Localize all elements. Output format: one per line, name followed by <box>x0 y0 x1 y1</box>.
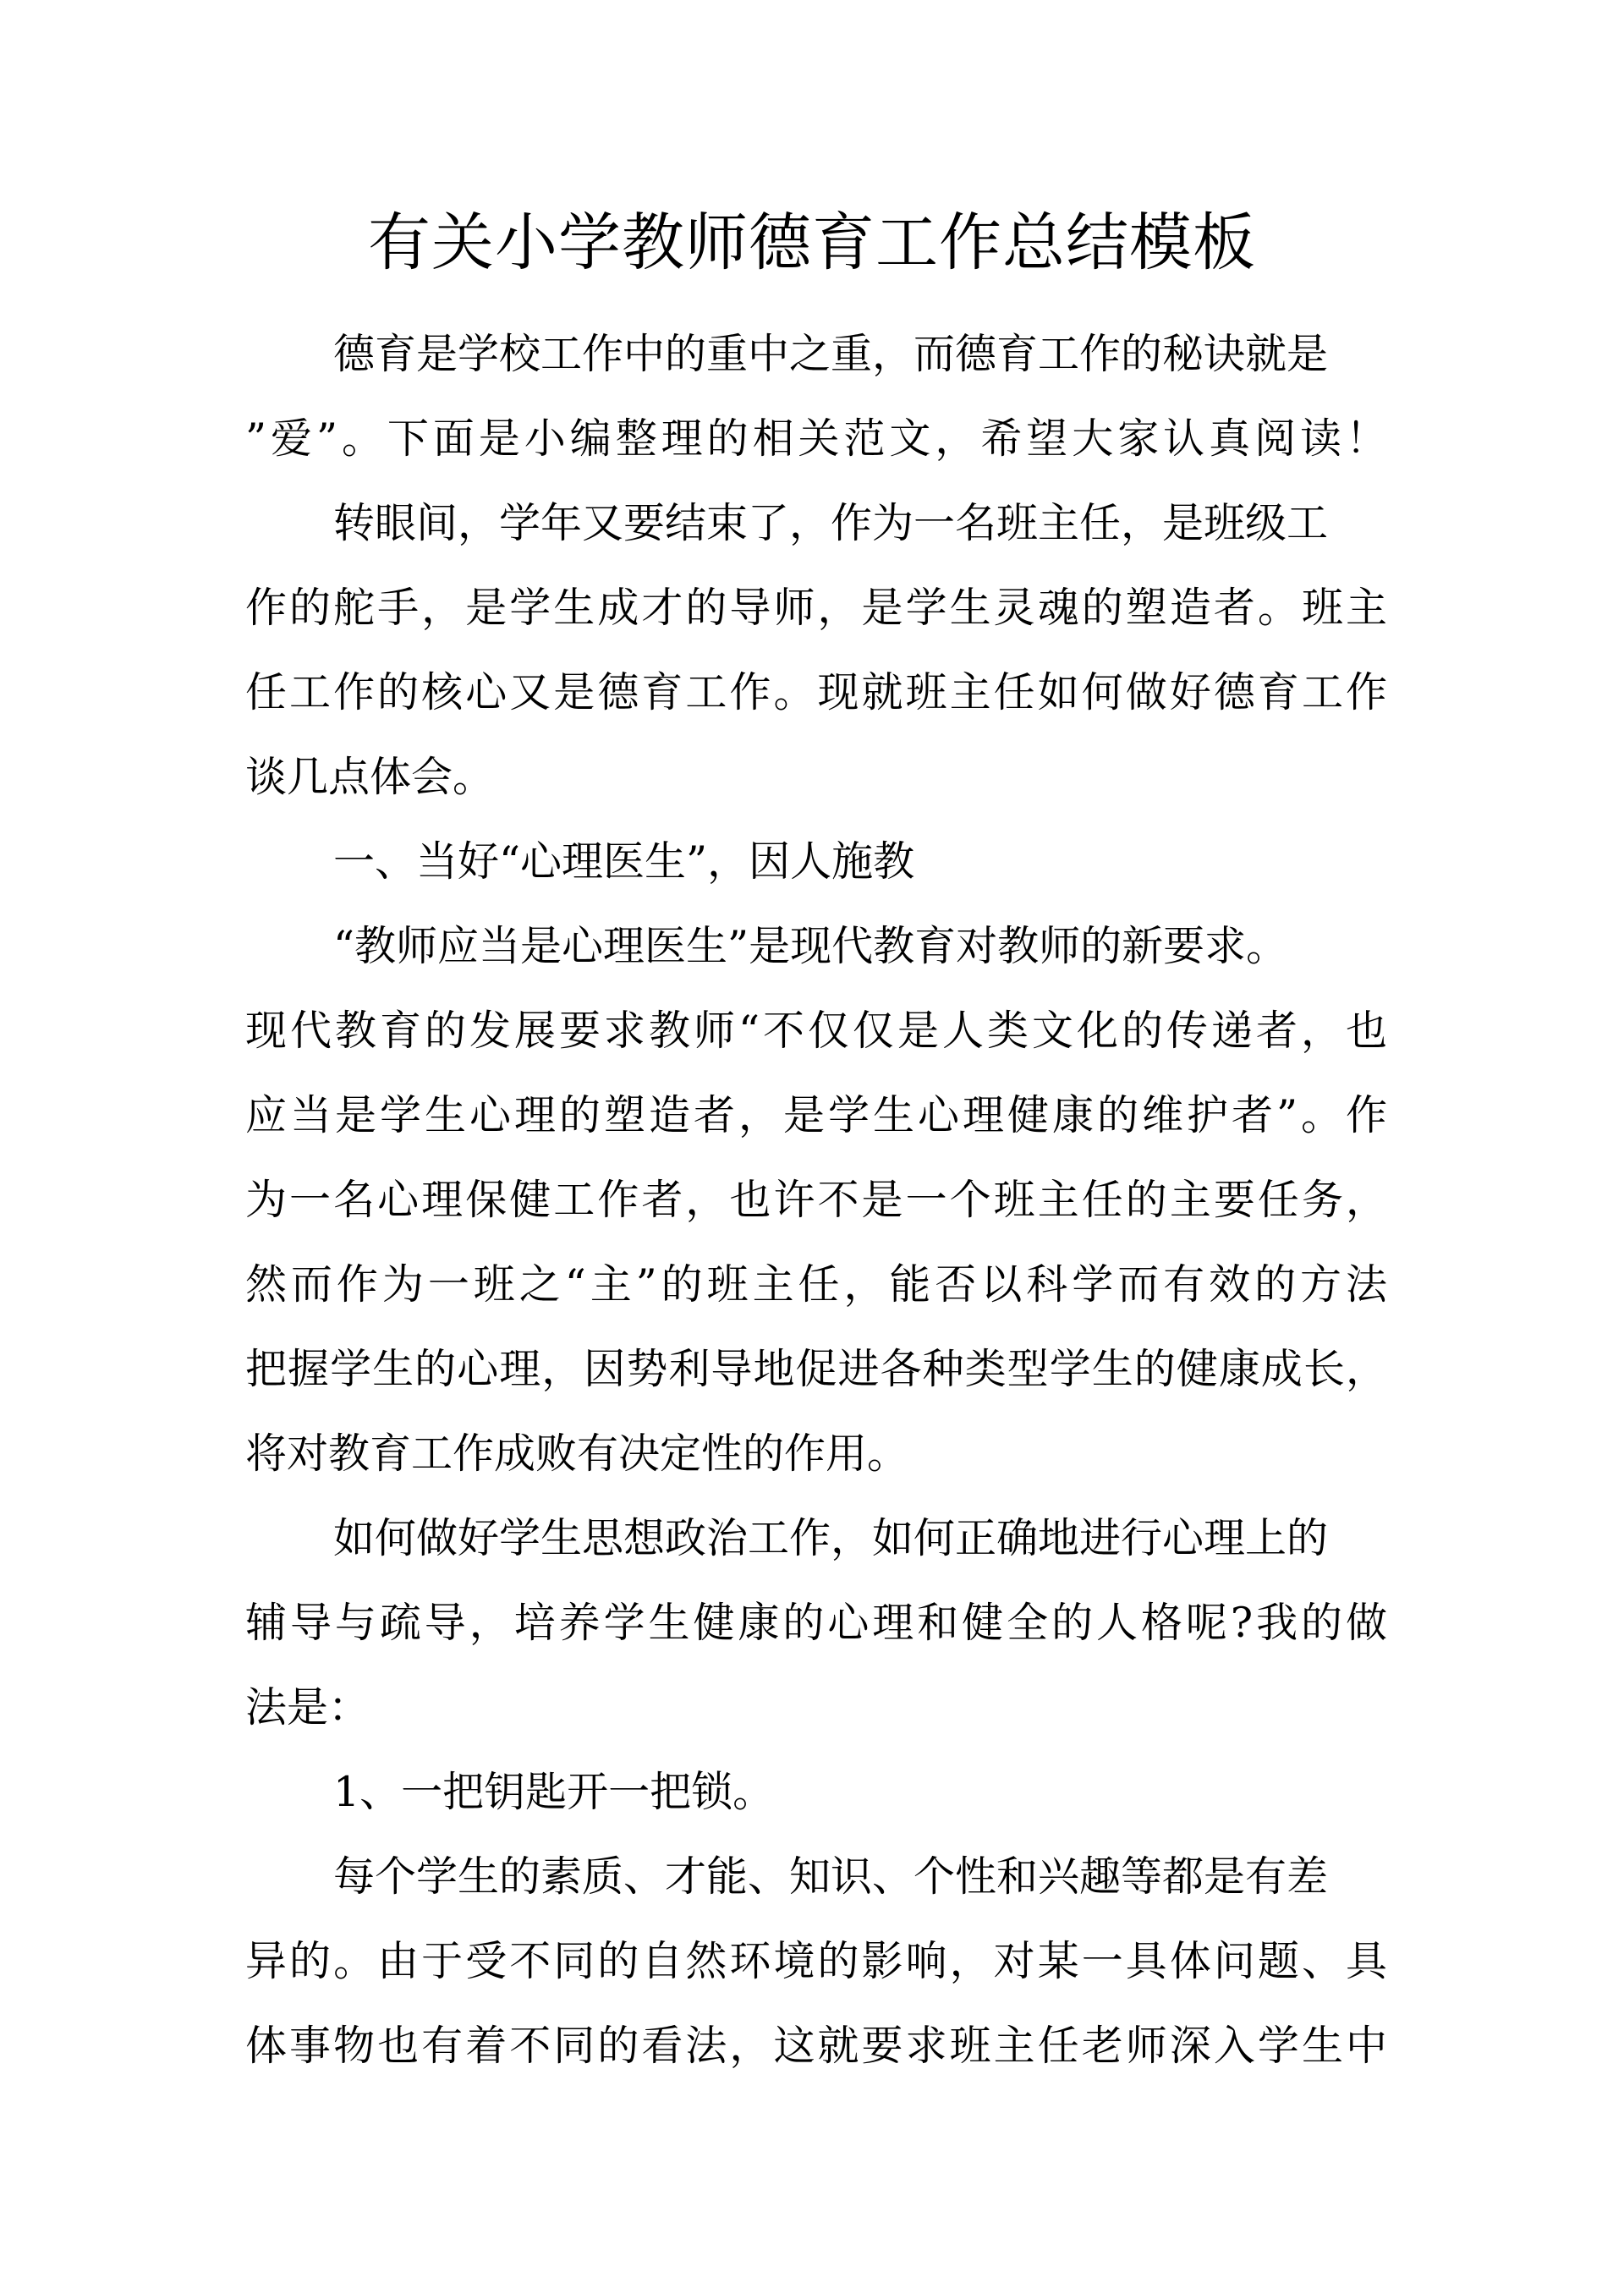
text-line: 每个学生的素质、才能、知识、个性和兴趣等都是有差 <box>333 1852 1329 1901</box>
text-line: “教师应当是心理医生”是现代教育对教师的新要求。 <box>333 922 1288 970</box>
text-line: 作的舵手，是学生成才的导师，是学生灵魂的塑造者。班主 <box>245 584 1387 632</box>
text-line: 任工作的核心又是德育工作。现就班主任如何做好德育工作 <box>245 668 1387 716</box>
text-line: 应当是学生心理的塑造者，是学生心理健康的维护者”。作 <box>245 1091 1387 1139</box>
text-line: 德育是学校工作中的重中之重，而德育工作的秘诀就是 <box>333 330 1329 378</box>
text-line: 然而作为一班之“主”的班主任，能否以科学而有效的方法 <box>245 1260 1387 1309</box>
text-line: 现代教育的发展要求教师“不仅仅是人类文化的传递者，也 <box>245 1007 1387 1055</box>
text-line: 辅导与疏导，培养学生健康的心理和健全的人格呢?我的做 <box>245 1599 1387 1647</box>
text-line: ”爱”。下面是小编整理的相关范文，希望大家认真阅读！ <box>245 414 1387 463</box>
text-line: 异的。由于受不同的自然环境的影响，对某一具体问题、具 <box>245 1937 1387 1985</box>
text-line: 把握学生的心理，因势利导地促进各种类型学生的健康成长， <box>245 1345 1387 1393</box>
text-line: 转眼间，学年又要结束了，作为一名班主任，是班级工 <box>333 499 1329 547</box>
text-line: 如何做好学生思想政治工作，如何正确地进行心理上的 <box>333 1514 1329 1562</box>
subsection-heading: 1、一把钥匙开一把锁。 <box>333 1768 775 1816</box>
text-line: 将对教育工作成败有决定性的作用。 <box>245 1430 909 1478</box>
section-heading: 一、当好“心理医生”，因人施教 <box>333 837 915 886</box>
text-line: 体事物也有着不同的看法，这就要求班主任老师深入学生中 <box>245 2022 1387 2070</box>
text-line: 谈几点体会。 <box>245 753 495 801</box>
text-line: 法是： <box>245 1683 370 1731</box>
text-line: 为一名心理保健工作者，也许不是一个班主任的主要任务， <box>245 1176 1387 1224</box>
document-title: 有关小学教师德育工作总结模板 <box>368 206 1256 279</box>
